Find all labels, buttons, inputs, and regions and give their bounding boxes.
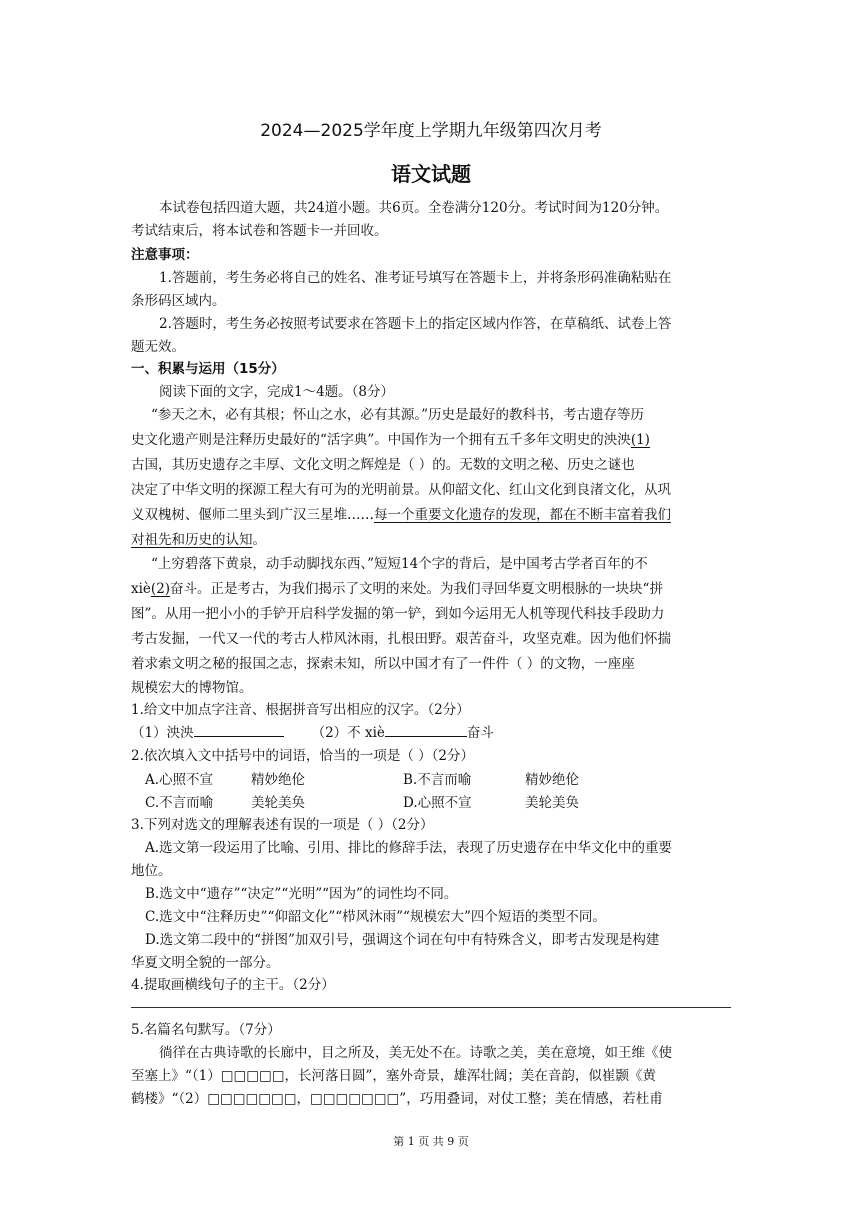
q1-part-b-blank[interactable] <box>385 722 467 737</box>
passage-p2-line-2 <box>131 577 663 597</box>
q3-option-d-line-1[interactable]: D.选文第二段中的“拼图”加双引号，强调这个词在句中有特殊含义，即考古发现是构建 <box>145 932 660 948</box>
notes-heading: 注意事项： <box>131 247 199 263</box>
note-1-line-1: 1.答题前，考生务必将自己的姓名、准考证号填写在答题卡上，并将条形码准确粘贴在 <box>159 270 672 286</box>
passage-p1-line-2 <box>131 428 650 448</box>
question-2-stem: 2.依次填入文中括号中的词语，恰当的一项是（ ）（2分） <box>131 748 475 764</box>
passage-p2-line-3: 图”。从用一把小小的手铲开启科学发掘的第一铲，到如今运用无人机等现代科技手段助力 <box>131 606 665 622</box>
passage-p2-line-4: 考古发掘，一代又一代的考古人栉风沐雨，扎根田野。艰苦奋斗，攻坚克难。因为他们怀揣 <box>131 631 671 647</box>
q2-option-a-word: 精妙绝伦 <box>251 772 305 788</box>
q2-option-c-word: 美轮美奂 <box>251 795 305 811</box>
passage-p2-line-6: 规模宏大的博物馆。 <box>131 680 253 696</box>
q2-option-b[interactable]: B.不言而喻 <box>403 772 472 788</box>
intro-line-2: 考试结束后，将本试卷和答题卡一并回收。 <box>131 223 388 239</box>
underlined-sentence: 每一个重要文化遗存的发现，都在不断丰富着我们 <box>374 507 671 523</box>
passage-p1-line-3: 古国，其历史遗存之丰厚、文化文明之辉煌是（ ）的。无数的文明之秘、历史之谜也 <box>131 457 635 473</box>
blank-marker-1: (1) <box>630 432 650 448</box>
passage-text: 奋斗。正是考古，为我们揭示了文明的来处。为我们寻回华夏文明根脉的一块块“拼 <box>170 581 663 597</box>
blank-marker-2: (2) <box>150 581 171 597</box>
passage-text: 史文化遗产则是注释历史最好的“活字典”。中国作为一个拥有五千多年文明史的泱泱 <box>131 432 631 448</box>
q2-option-a[interactable]: A.心照不宣 <box>145 772 214 788</box>
q1-part-a-label: （1）泱泱 <box>131 725 194 741</box>
q3-option-c[interactable]: C.选文中“注释历史”“仰韶文化”“栉风沐雨”“规模宏大”四个短语的类型不同。 <box>145 909 606 925</box>
passage-p2-line-1: “上穷碧落下黄泉，动手动脚找东西、”短短14个字的背后，是中国考古学者百年的不 <box>151 556 648 572</box>
q2-option-d-word: 美轮美奂 <box>525 795 579 811</box>
pinyin: xiè <box>131 581 151 597</box>
question-1-stem: 1.给文中加点字注音、根据拼音写出相应的汉字。（2分） <box>131 702 470 718</box>
passage-p1-line-4: 决定了中华文明的探源工程大有可为的光明前景。从仰韶文化、红山文化到良渚文化，从巩 <box>131 482 671 498</box>
page-footer: 第 1 页 共 9 页 <box>393 1135 469 1148</box>
passage-text: 。 <box>252 532 266 548</box>
q3-option-a-line-2: 地位。 <box>131 863 172 879</box>
q2-option-c[interactable]: C.不言而喻 <box>145 795 214 811</box>
q3-option-a-line-1[interactable]: A.选文第一段运用了比喻、引用、排比的修辞手法，表现了历史遗存在中华文化中的重要 <box>145 840 673 856</box>
q5-line-1: 徜徉在古典诗歌的长廊中，目之所及，美无处不在。诗歌之美，美在意境，如王维《使 <box>159 1045 672 1061</box>
passage-text: 义双槐树、偃师二里头到广汉三星堆…… <box>131 507 374 523</box>
answer-line[interactable] <box>131 1007 731 1008</box>
q5-line-3: 鹤楼》“（2）□□□□□□□，□□□□□□□”，巧用叠词，对仗工整；美在情感，若杜甫 <box>131 1091 663 1107</box>
exam-page <box>131 0 731 1216</box>
passage-p2-line-5: 着求索文明之秘的报国之志，探索未知，所以中国才有了一件件（ ）的文物，一座座 <box>131 656 635 672</box>
note-2-line-1: 2.答题时，考生务必按照考试要求在答题卡上的指定区域内作答，在草稿纸、试卷上答 <box>159 316 672 332</box>
note-1-line-2: 条形码区域内。 <box>131 293 226 309</box>
section-1-heading: 一、积累与运用（15分） <box>131 361 285 377</box>
question-3-stem: 3.下列对选文的理解表述有误的一项是（ ）（2分） <box>131 817 434 833</box>
q3-option-d-line-2: 华夏文明全貌的一部分。 <box>131 955 280 971</box>
subject-title: 语文试题 <box>391 162 471 186</box>
passage-p1-line-6 <box>131 528 266 548</box>
question-4-stem: 4.提取画横线句子的主干。（2分） <box>131 977 335 993</box>
passage-p1-line-1: “参天之木，必有其根；怀山之水，必有其源。”历史是最好的教科书，考古遗存等历 <box>151 407 645 423</box>
q1-part-b-tail: 奋斗 <box>466 725 494 741</box>
question-1-answers <box>131 721 494 741</box>
q1-part-b-label: （2）不 xiè <box>311 725 385 741</box>
underlined-sentence-end: 对祖先和历史的认知 <box>131 532 253 548</box>
exam-title: 2024—2025学年度上学期九年级第四次月考 <box>260 121 602 141</box>
section-1-instruction: 阅读下面的文字，完成1～4题。（8分） <box>159 384 395 400</box>
q5-line-2: 至塞上》“（1）□□□□□，长河落日圆”，塞外奇景，雄浑壮阔；美在音韵，似崔颢《黄 <box>131 1068 656 1084</box>
q2-option-d[interactable]: D.心照不宣 <box>403 795 472 811</box>
q2-option-b-word: 精妙绝伦 <box>525 772 579 788</box>
intro-line-1: 本试卷包括四道大题，共24道小题。共6页。全卷满分120分。考试时间为120分钟。 <box>159 200 669 216</box>
q1-part-a-blank[interactable] <box>194 722 284 737</box>
question-5-stem: 5.名篇名句默写。（7分） <box>131 1022 281 1038</box>
note-2-line-2: 题无效。 <box>131 339 185 355</box>
passage-p1-line-5 <box>131 503 671 523</box>
q3-option-b[interactable]: B.选文中“遗存”“决定”“光明”“因为”的词性均不同。 <box>145 886 458 902</box>
